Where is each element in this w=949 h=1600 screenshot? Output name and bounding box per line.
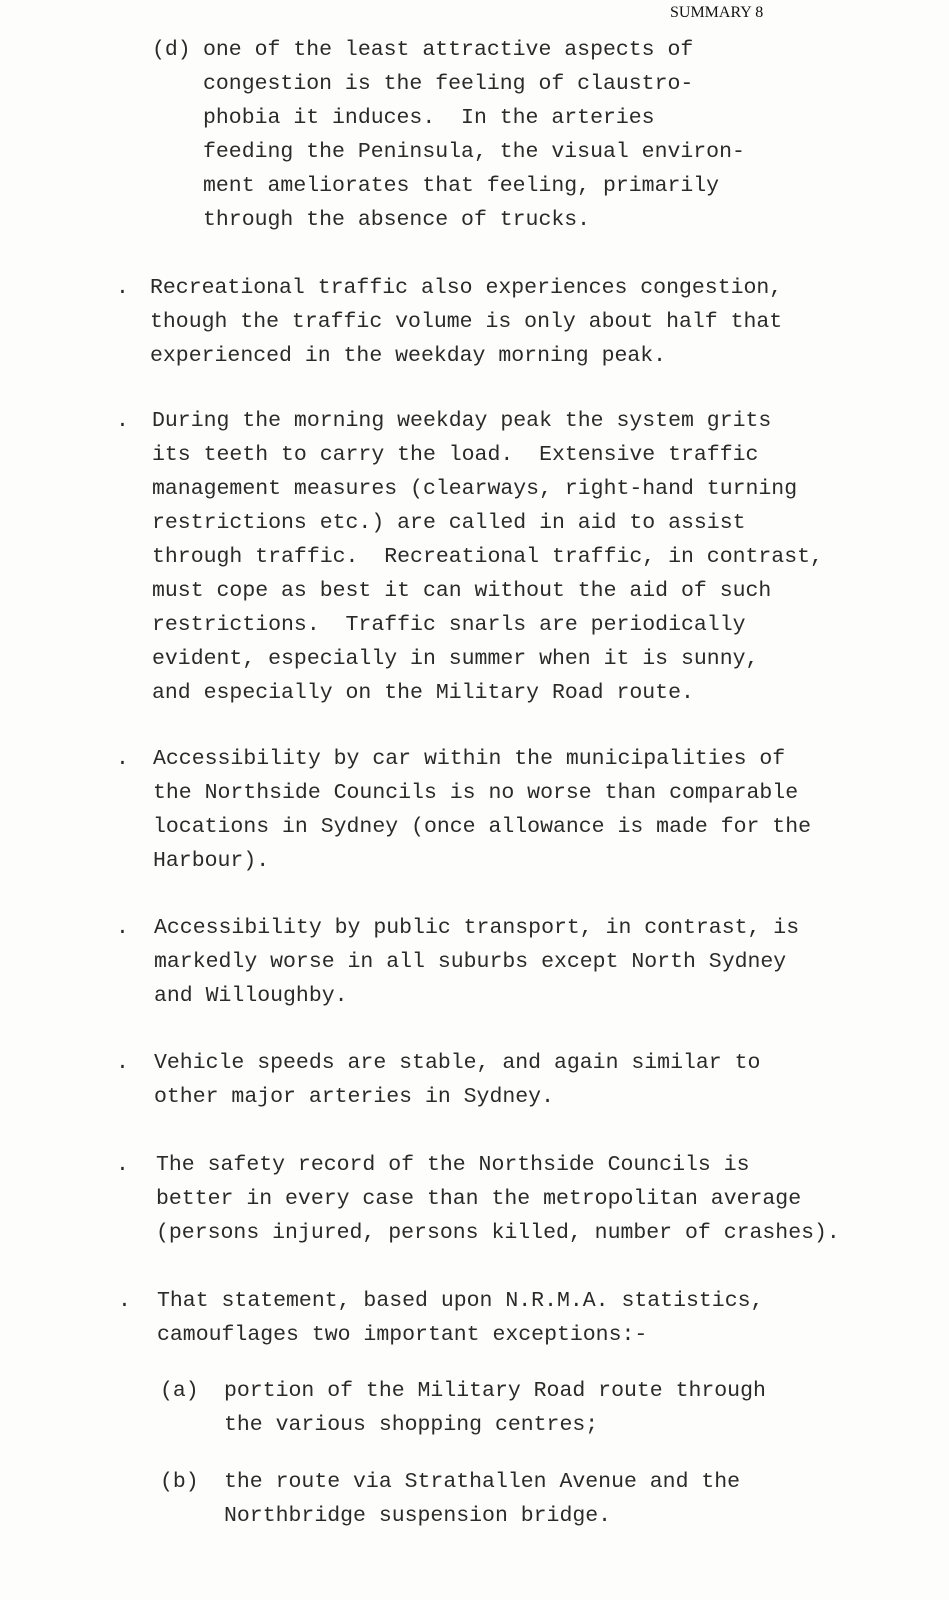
text-line: its teeth to carry the load. Extensive traffic bbox=[152, 443, 759, 467]
text-line: experienced in the weekday morning peak. bbox=[150, 344, 667, 368]
paragraph-text bbox=[203, 33, 745, 237]
list-marker: . bbox=[116, 409, 129, 433]
text-line: the Northside Councils is no worse than comparable bbox=[153, 781, 799, 805]
text-line: phobia it induces. In the arteries bbox=[203, 106, 655, 130]
text-line: must cope as best it can without the aid of such bbox=[152, 579, 772, 603]
text-line: and especially on the Military Road route. bbox=[152, 681, 694, 705]
text-line: through traffic. Recreational traffic, in contrast, bbox=[152, 545, 823, 569]
text-line: feeding the Peninsula, the visual environ- bbox=[203, 140, 745, 164]
text-line: through the absence of trucks. bbox=[203, 208, 591, 232]
list-marker: (b) bbox=[160, 1470, 199, 1494]
text-line: and Willoughby. bbox=[154, 984, 348, 1008]
list-marker: (a) bbox=[160, 1379, 199, 1403]
list-marker: . bbox=[118, 1289, 131, 1313]
text-line: Vehicle speeds are stable, and again similar to bbox=[154, 1051, 761, 1075]
list-marker: . bbox=[116, 747, 129, 771]
text-line: Accessibility by public transport, in contrast, is bbox=[154, 916, 800, 940]
text-line: better in every case than the metropolitan average bbox=[156, 1187, 802, 1211]
text-line: portion of the Military Road route through bbox=[224, 1379, 766, 1403]
text-line: Northbridge suspension bridge. bbox=[224, 1504, 612, 1528]
text-line: congestion is the feeling of claustro- bbox=[203, 72, 694, 96]
text-line: other major arteries in Sydney. bbox=[154, 1085, 554, 1109]
text-line: (persons injured, persons killed, number of crashes). bbox=[156, 1221, 840, 1245]
text-line: The safety record of the Northside Councils is bbox=[156, 1153, 750, 1177]
list-marker: . bbox=[116, 276, 129, 300]
text-line: the various shopping centres; bbox=[224, 1413, 599, 1437]
text-line: That statement, based upon N.R.M.A. statistics, bbox=[157, 1289, 764, 1313]
page-header: SUMMARY 8 bbox=[670, 4, 764, 21]
text-line: management measures (clearways, right-hand turning bbox=[152, 477, 798, 501]
text-line: the route via Strathallen Avenue and the bbox=[224, 1470, 741, 1494]
paragraph-text bbox=[153, 742, 811, 878]
paragraph-text bbox=[224, 1465, 740, 1533]
text-line: During the morning weekday peak the system grits bbox=[152, 409, 772, 433]
paragraph-text bbox=[156, 1148, 840, 1250]
paragraph-text bbox=[154, 911, 799, 1013]
text-line: evident, especially in summer when it is sunny, bbox=[152, 647, 759, 671]
paragraph-text bbox=[150, 271, 782, 373]
text-line: locations in Sydney (once allowance is made for the bbox=[153, 815, 812, 839]
text-line: Accessibility by car within the municipalities of bbox=[153, 747, 786, 771]
list-marker: . bbox=[116, 1153, 129, 1177]
list-marker: (d) bbox=[152, 38, 191, 62]
text-line: markedly worse in all suburbs except North Sydney bbox=[154, 950, 787, 974]
text-line: restrictions. Traffic snarls are periodically bbox=[152, 613, 746, 637]
text-line: Harbour). bbox=[153, 849, 270, 873]
text-line: one of the least attractive aspects of bbox=[203, 38, 694, 62]
text-line: though the traffic volume is only about half that bbox=[150, 310, 783, 334]
paragraph-text bbox=[154, 1046, 760, 1114]
list-marker: . bbox=[116, 1051, 129, 1075]
text-line: Recreational traffic also experiences congestion, bbox=[150, 276, 783, 300]
text-line: camouflages two important exceptions:- bbox=[157, 1323, 648, 1347]
paragraph-text bbox=[157, 1284, 763, 1352]
text-line: restrictions etc.) are called in aid to assist bbox=[152, 511, 746, 535]
paragraph-text bbox=[152, 404, 823, 710]
list-marker: . bbox=[116, 916, 129, 940]
paragraph-text bbox=[224, 1374, 766, 1442]
text-line: ment ameliorates that feeling, primarily bbox=[203, 174, 720, 198]
